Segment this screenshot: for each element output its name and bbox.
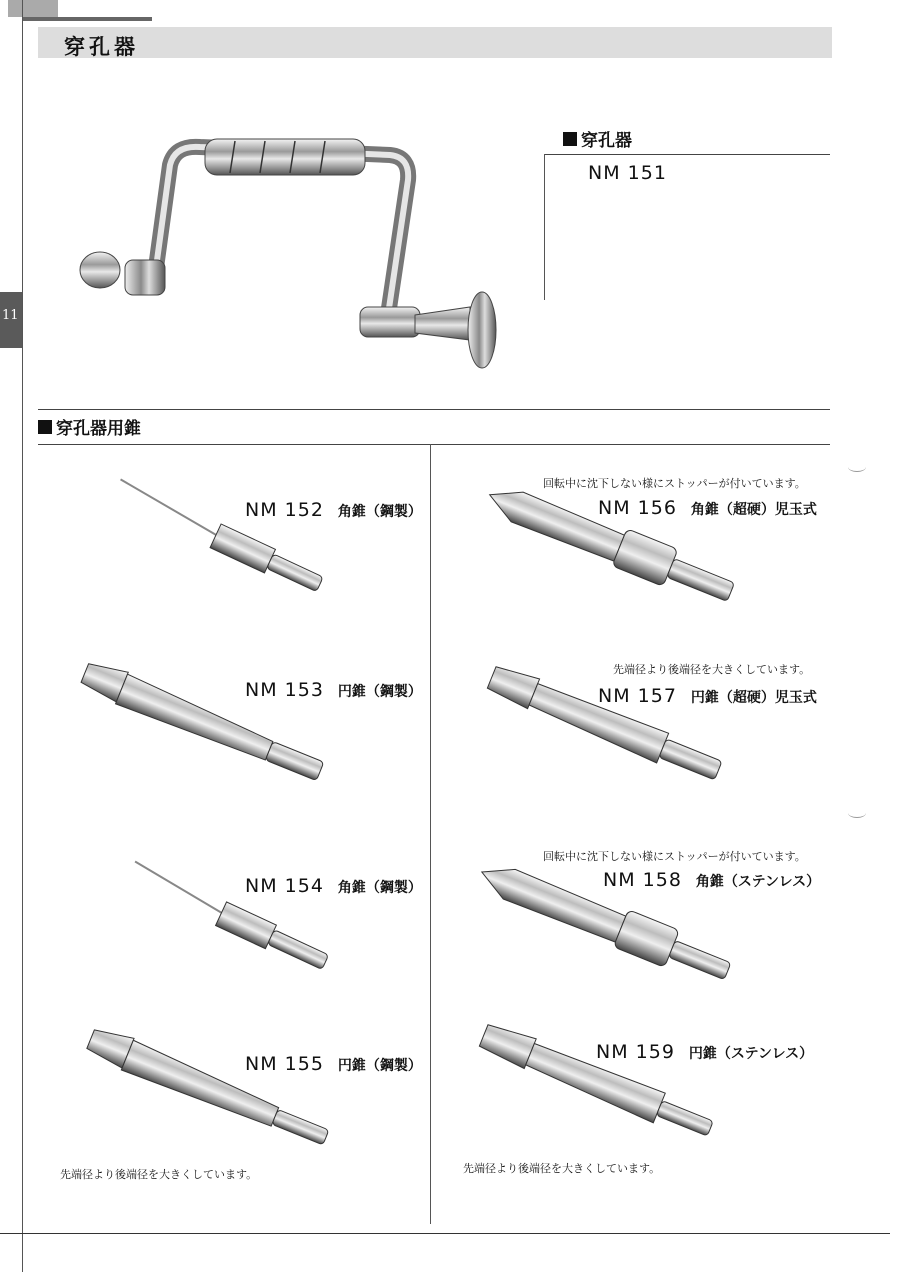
footnote-left: 先端径より後端径を大きくしています。	[60, 1168, 258, 1181]
bit-image-nm157	[480, 660, 745, 805]
edge-mark	[848, 462, 866, 472]
corner-block	[8, 0, 58, 17]
left-margin-line	[22, 0, 23, 1272]
bit-code: NM 153	[245, 679, 324, 701]
bit-label-nm155	[245, 1053, 422, 1075]
bit-image-nm155	[78, 1025, 353, 1170]
bits-section-heading	[38, 414, 141, 439]
bit-label-nm157	[598, 685, 817, 707]
bit-code: NM 158	[603, 869, 682, 891]
hand-brace-image	[70, 125, 510, 375]
bit-desc: 円錐（鋼製）	[337, 684, 422, 700]
bit-desc: 円錐（超硬）児玉式	[690, 690, 817, 706]
square-bullet-icon	[38, 420, 52, 434]
bit-label-nm158	[603, 869, 820, 891]
bit-code: NM 159	[596, 1041, 675, 1063]
edge-mark	[848, 808, 866, 818]
bit-desc: 角錐（鋼製）	[337, 880, 422, 896]
bit-code: NM 152	[245, 499, 324, 521]
section-top-rule	[38, 409, 830, 410]
bit-label-nm153	[245, 679, 422, 701]
bit-note-nm156: 回転中に沈下しない様にストッパーが付いています。	[543, 477, 806, 490]
brace-heading-text: 穿孔器	[581, 131, 632, 151]
bit-desc: 角錐（超硬）児玉式	[690, 502, 817, 518]
page-title: 穿孔器	[64, 35, 139, 59]
bit-desc: 円錐（鋼製）	[337, 1058, 422, 1074]
square-bullet-icon	[563, 132, 577, 146]
brace-code: NM 151	[588, 162, 667, 184]
bit-label-nm154	[245, 875, 422, 897]
bit-image-nm159	[472, 1018, 737, 1163]
page-number-tab: 11	[0, 292, 22, 348]
bit-desc: 円錐（ステンレス）	[688, 1046, 814, 1062]
bit-code: NM 155	[245, 1053, 324, 1075]
bit-code: NM 154	[245, 875, 324, 897]
section-bottom-rule	[38, 444, 830, 445]
bit-code: NM 157	[598, 685, 677, 707]
bit-note-nm158: 回転中に沈下しない様にストッパーが付いています。	[543, 850, 806, 863]
bit-note-nm157: 先端径より後端径を大きくしています。	[613, 663, 811, 676]
bits-section-heading-text: 穿孔器用錐	[56, 419, 141, 439]
footnote-right: 先端径より後端径を大きくしています。	[463, 1162, 661, 1175]
bottom-rule	[0, 1233, 890, 1234]
brace-heading	[563, 126, 632, 151]
bit-code: NM 156	[598, 497, 677, 519]
top-accent-bar	[22, 17, 152, 21]
column-divider	[430, 444, 431, 1224]
header-band	[38, 27, 832, 58]
bit-label-nm156	[598, 497, 817, 519]
bit-desc: 角錐（鋼製）	[337, 504, 422, 520]
brace-divider	[544, 154, 545, 300]
bit-desc: 角錐（ステンレス）	[695, 874, 821, 890]
brace-rule	[545, 154, 830, 155]
bit-label-nm152	[245, 499, 422, 521]
bit-label-nm159	[596, 1041, 813, 1063]
